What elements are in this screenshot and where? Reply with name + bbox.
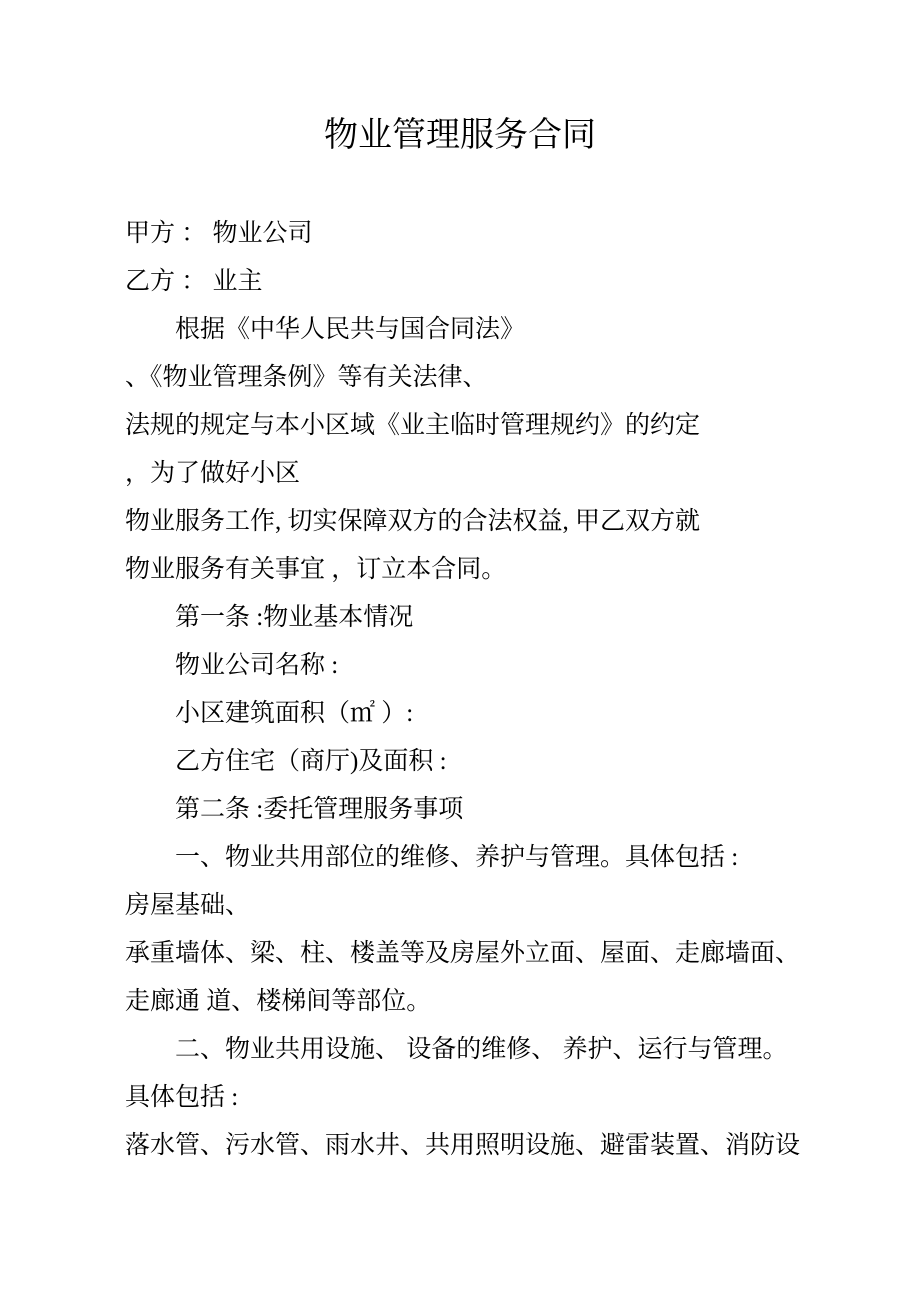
text-line: 乙方住宅（商厅)及面积 : xyxy=(175,748,447,775)
text-line: 物业公司名称 : xyxy=(175,652,339,679)
text-line: 乙方 ： 业主 xyxy=(125,268,263,295)
text-line: 物业服务有关事宜 ，订立本合同。 xyxy=(125,556,507,583)
text-line: 第一条 :物业基本情况 xyxy=(175,604,414,631)
text-line: 甲方 ： 物业公司 xyxy=(125,220,313,247)
text-line: 一、物业共用部位的维修、养护与管理。具体包括 : xyxy=(175,844,739,871)
text-line: 落水管、污水管、雨水井、共用照明设施、避雷装置、消防设 xyxy=(125,1132,801,1159)
text-line: 房屋基础、 xyxy=(125,892,251,919)
text-line: 物业服务工作, 切实保障双方的合法权益, 甲乙双方就 xyxy=(125,508,701,535)
text-line: 法规的规定与本小区域《业主临时管理规约》的约定 xyxy=(125,412,701,439)
text-line: 承重墙体、梁、柱、楼盖等及房屋外立面、屋面、走廊墙面、 xyxy=(125,940,801,967)
document-body xyxy=(125,210,805,1170)
text-line: ，为了做好小区 xyxy=(125,460,301,487)
text-line: 二、物业共用设施、 设备的维修、 养护、运行与管理。 xyxy=(175,1036,788,1063)
text-line: 第二条 :委托管理服务事项 xyxy=(175,796,464,823)
document-title: 物业管理服务合同 xyxy=(324,117,596,154)
text-line: 走廊通 道、楼梯间等部位。 xyxy=(125,988,432,1015)
text-line: 根据《中华人民共与国合同法》 xyxy=(175,316,526,343)
text-line: 小区建筑面积（㎡ ）: xyxy=(175,700,414,727)
text-line: 、《物业管理条例》等有关法律、 xyxy=(125,364,488,391)
text-line: 具体包括 : xyxy=(125,1084,239,1111)
